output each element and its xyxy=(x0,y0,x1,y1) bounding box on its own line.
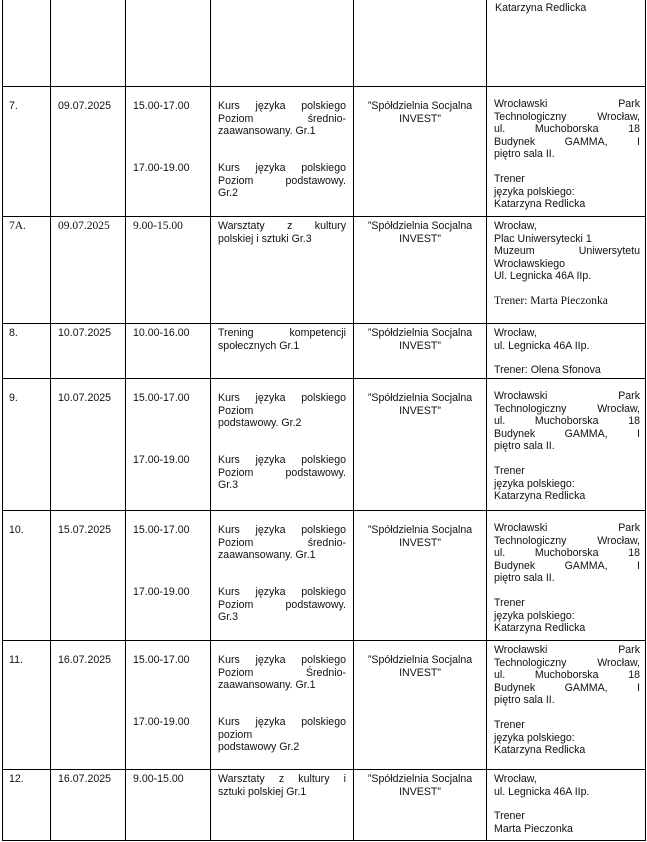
text-line: Poziom podstawowy. xyxy=(218,598,346,611)
organizer xyxy=(358,100,482,125)
session-time: 17.00-19.00 xyxy=(133,586,190,598)
trainer xyxy=(494,173,640,211)
spacer xyxy=(494,585,640,597)
organizer xyxy=(358,392,482,417)
row-divider xyxy=(2,510,646,511)
session-date: 09.07.2025 xyxy=(58,100,112,112)
spacer xyxy=(494,707,640,719)
column-divider xyxy=(486,0,487,841)
text-line: Wrocławski Park xyxy=(494,390,640,402)
text-line: Budynek GAMMA, I xyxy=(494,135,640,148)
text-line: INVEST” xyxy=(399,232,441,245)
text-line: ”Spółdzielnia Socjalna xyxy=(367,327,473,339)
session-time: 15.00-17.00 xyxy=(133,524,190,536)
trainer xyxy=(494,719,640,757)
session-topic xyxy=(218,586,346,624)
spacer xyxy=(494,453,640,465)
text-line: języka polskiego: xyxy=(494,609,575,622)
table-border-bottom xyxy=(2,840,646,841)
text-line: ”Spółdzielnia Socjalna xyxy=(367,654,473,666)
text-line: ul. Muchoborska 18 xyxy=(494,669,640,682)
text-line: Trener: Marta Pieczonka xyxy=(494,294,608,307)
location xyxy=(494,327,640,377)
row-divider xyxy=(2,378,646,379)
spacer xyxy=(494,161,640,173)
trainer xyxy=(494,597,640,635)
text-line: Kurs języka polskiego xyxy=(218,586,346,598)
session-topic xyxy=(218,220,346,245)
organizer xyxy=(358,327,482,352)
session-date: 10.07.2025 xyxy=(58,392,112,404)
text-line: Technologiczny Wrocław, xyxy=(494,110,640,123)
organizer xyxy=(358,220,482,245)
row-divider xyxy=(2,769,646,770)
text-line: Technologiczny Wrocław, xyxy=(494,402,640,415)
location xyxy=(494,522,640,635)
text-line: Budynek GAMMA, I xyxy=(494,681,640,694)
text-line: Wrocławski Park xyxy=(494,644,640,656)
session-time: 15.00-17.00 xyxy=(133,654,190,666)
text-line: ”Spółdzielnia Socjalna xyxy=(367,220,473,232)
text-line: Gr.2 xyxy=(218,187,239,200)
text-line: poziom xyxy=(218,728,253,741)
text-line: Kurs języka polskiego xyxy=(218,454,346,466)
text-line: ul. Legnicka 46A IIp. xyxy=(494,339,590,352)
text-line: Muzeum Uniwersytetu xyxy=(494,245,640,258)
row-divider xyxy=(2,86,646,87)
text-line: Gr.3 xyxy=(218,611,239,624)
text-line: Budynek GAMMA, I xyxy=(494,427,640,440)
session-topic xyxy=(218,100,346,138)
text-line: Poziom średnio- xyxy=(218,112,346,125)
trainer xyxy=(494,465,640,503)
text-line: piętro sala II. xyxy=(494,148,555,161)
text-line: Budynek GAMMA, I xyxy=(494,559,640,572)
text-line: podstawowy. Gr.2 xyxy=(218,417,302,430)
text-line: języka polskiego: xyxy=(494,185,575,198)
text-line: Trener xyxy=(494,810,525,823)
text-line: sztuki polskiej Gr.1 xyxy=(218,785,307,798)
text-line: Technologiczny Wrocław, xyxy=(494,534,640,547)
spacer xyxy=(494,352,640,364)
text-line: piętro sala II. xyxy=(494,440,555,453)
text-line: Kurs języka polskiego xyxy=(218,100,346,112)
location xyxy=(494,98,640,211)
text-line: zaawansowany. Gr.1 xyxy=(218,679,316,692)
text-line: piętro sala II. xyxy=(494,572,555,585)
text-line: Poziom Średnio- xyxy=(218,666,346,679)
text-line: ul. Legnicka 46A IIp. xyxy=(494,785,590,798)
text-line: Trener xyxy=(494,718,525,731)
session-topic xyxy=(218,716,346,754)
row-number: 8. xyxy=(9,327,18,339)
spacer xyxy=(494,798,640,810)
session-time: 15.00-17.00 xyxy=(133,100,190,112)
text-line: Technologiczny Wrocław, xyxy=(494,656,640,669)
text-line: ”Spółdzielnia Socjalna xyxy=(367,773,473,785)
session-topic xyxy=(218,773,346,798)
trainer xyxy=(494,364,640,377)
row-number: 7. xyxy=(9,100,18,112)
session-time: 9.00-15.00 xyxy=(133,220,183,232)
text-line: Trener xyxy=(494,596,525,609)
text-line: ul. Muchoborska 18 xyxy=(494,415,640,428)
location xyxy=(494,390,640,503)
text-line: Kurs języka polskiego xyxy=(218,162,346,174)
text-line: zaawansowany. Gr.1 xyxy=(218,125,316,138)
session-time: 9.00-15.00 xyxy=(133,773,184,785)
column-divider xyxy=(210,0,211,841)
location xyxy=(494,644,640,757)
session-topic xyxy=(218,327,346,352)
column-divider xyxy=(353,0,354,841)
session-date: 16.07.2025 xyxy=(58,654,112,666)
row-number: 11. xyxy=(9,654,23,666)
text-line: społecznych Gr.1 xyxy=(218,339,300,352)
session-topic xyxy=(218,654,346,692)
row-number: 7A. xyxy=(9,220,26,232)
text-line: piętro sala II. xyxy=(494,694,555,707)
text-line: Poziom podstawowy. xyxy=(218,466,346,479)
text-line: Trener: Olena Sfonova xyxy=(494,364,601,377)
row-number: 9. xyxy=(9,392,18,404)
spacer xyxy=(494,283,640,295)
text-line: ul. Muchoborska 18 xyxy=(494,547,640,560)
text-line: INVEST” xyxy=(399,666,441,679)
row-number: 10. xyxy=(9,524,24,536)
session-topic xyxy=(218,454,346,492)
text-line: Kurs języka polskiego xyxy=(218,654,346,666)
session-topic xyxy=(218,162,346,200)
row-divider xyxy=(2,640,646,641)
text-line: Wrocław, xyxy=(494,220,537,232)
text-line: języka polskiego: xyxy=(494,477,575,490)
session-time: 17.00-19.00 xyxy=(133,716,190,728)
text-line: Plac Uniwersytecki 1 xyxy=(494,232,592,245)
session-date: 09.07.2025 xyxy=(58,220,110,232)
text-line: ul. Muchoborska 18 xyxy=(494,123,640,136)
text-line: Wrocławski Park xyxy=(494,522,640,534)
table-border-right xyxy=(645,0,646,841)
text-line: Warsztaty z kultury xyxy=(218,220,346,232)
text-line: ”Spółdzielnia Socjalna xyxy=(367,100,473,112)
text-line: zaawansowany. Gr.1 xyxy=(218,549,316,562)
text-line: Warsztaty z kultury i xyxy=(218,773,346,785)
text-line: podstawowy Gr.2 xyxy=(218,741,300,754)
text-line: Trener xyxy=(494,172,525,185)
text-line: Marta Pieczonka xyxy=(494,822,573,835)
text-line: Wrocław, xyxy=(494,773,537,785)
session-time: 15.00-17.00 xyxy=(133,392,190,404)
text-line: INVEST” xyxy=(399,785,441,798)
text-line: Katarzyna Redlicka xyxy=(494,198,586,211)
location xyxy=(494,773,640,835)
text-line: Wrocławski Park xyxy=(494,98,640,110)
text-line: Trener xyxy=(494,464,525,477)
text-line: ”Spółdzielnia Socjalna xyxy=(367,524,473,536)
text-line: Katarzyna Redlicka xyxy=(494,744,586,757)
session-date: 10.07.2025 xyxy=(58,327,112,339)
text-line: Poziom średnio- xyxy=(218,536,346,549)
location-cell-continued xyxy=(495,2,641,15)
organizer xyxy=(358,773,482,798)
table-border-left xyxy=(2,0,3,841)
trainer xyxy=(494,295,640,308)
text-line: Kurs języka polskiego xyxy=(218,716,346,728)
text-line: INVEST” xyxy=(399,112,441,125)
row-divider xyxy=(2,216,646,217)
text-line: Katarzyna Redlicka xyxy=(494,622,586,635)
text-line: Trening kompetencji xyxy=(218,327,346,339)
session-date: 15.07.2025 xyxy=(58,524,112,536)
column-divider xyxy=(125,0,126,841)
organizer xyxy=(358,524,482,549)
text-line: INVEST” xyxy=(399,536,441,549)
session-date: 16.07.2025 xyxy=(58,773,112,785)
text-line: Wrocław, xyxy=(494,327,537,339)
text-line: polskiej i sztuki Gr.3 xyxy=(218,232,312,245)
session-time: 10.00-16.00 xyxy=(133,327,190,339)
session-time: 17.00-19.00 xyxy=(133,162,190,174)
trainer-name: Katarzyna Redlicka xyxy=(495,2,587,14)
session-topic xyxy=(218,524,346,562)
text-line: Poziom xyxy=(218,404,254,417)
text-line: Kurs języka polskiego xyxy=(218,524,346,536)
text-line: Wrocławskiego xyxy=(494,257,566,270)
text-line: Poziom podstawowy. xyxy=(218,174,346,187)
text-line: Kurs języka polskiego xyxy=(218,392,346,404)
text-line: Katarzyna Redlicka xyxy=(494,490,586,503)
column-divider xyxy=(50,0,51,841)
text-line: Gr.3 xyxy=(218,479,239,492)
trainer xyxy=(494,810,640,835)
text-line: języka polskiego: xyxy=(494,731,575,744)
text-line: INVEST” xyxy=(399,339,441,352)
text-line: Ul. Legnicka 46A IIp. xyxy=(494,270,592,283)
session-topic xyxy=(218,392,346,430)
text-line: INVEST” xyxy=(399,404,441,417)
row-divider xyxy=(2,323,646,324)
session-time: 17.00-19.00 xyxy=(133,454,190,466)
text-line: ”Spółdzielnia Socjalna xyxy=(367,392,473,404)
row-number: 12. xyxy=(9,773,24,785)
location xyxy=(494,220,640,308)
organizer xyxy=(358,654,482,679)
